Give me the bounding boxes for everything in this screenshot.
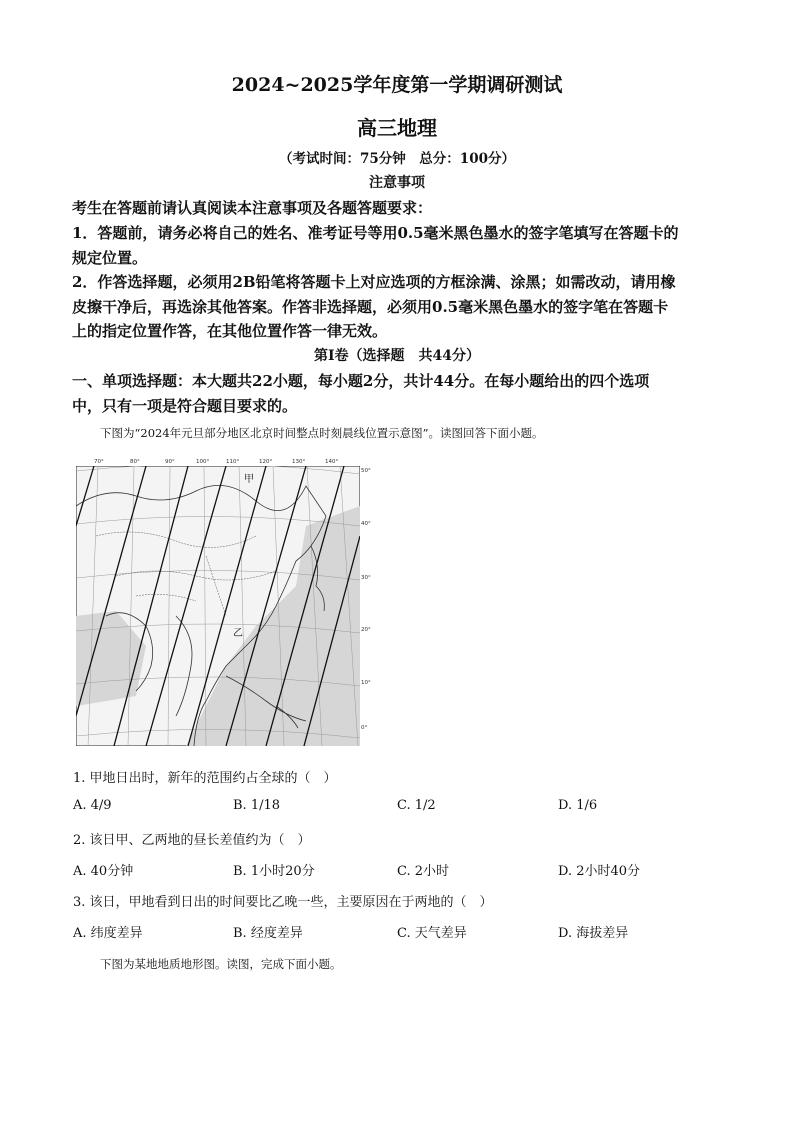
lon-label-100: 100° <box>196 459 210 465</box>
lon-label-80: 80° <box>130 459 140 465</box>
dawn-line-map <box>76 466 360 746</box>
question-2-stem: 2. 该日甲、乙两地的昼长差值约为（ ） <box>73 833 311 848</box>
q2-option-d: D. 2小时40分 <box>558 864 641 879</box>
instruction-2-line-1: 2．作答选择题，必须用2B铅笔将答题卡上对应选项的方框涂满、涂黑；如需改动，请用橡 <box>72 273 676 291</box>
instruction-2-line-3: 上的指定位置作答，在其他位置作答一律无效。 <box>72 322 388 340</box>
figure-2-caption: 下图为某地地质地形图。读图，完成下面小题。 <box>100 957 342 971</box>
q3-option-b: B. 经度差异 <box>233 926 303 941</box>
q2-option-b: B. 1小时20分 <box>233 864 315 879</box>
instruction-2-line-2: 皮擦干净后，再选涂其他答案。作答非选择题，必须用0.5毫米黑色墨水的签字笔在答题卡 <box>72 298 669 316</box>
exam-time-info: （考试时间：75分钟 总分：100分） <box>279 151 515 167</box>
lon-label-110: 110° <box>226 459 240 465</box>
section-1-desc-line-1: 一、单项选择题：本大题共22小题，每小题2分，共计44分。在每小题给出的四个选项 <box>72 372 650 390</box>
label-jia: 甲 <box>244 474 254 485</box>
lon-label-90: 90° <box>165 459 175 465</box>
exam-title: 2024~2025学年度第一学期调研测试 <box>231 74 563 96</box>
section-1-desc-line-2: 中，只有一项是符合题目要求的。 <box>72 397 298 415</box>
section-1-heading: 第Ⅰ卷（选择题 共44分） <box>313 348 481 364</box>
q2-option-c: C. 2小时 <box>397 864 450 879</box>
q3-option-d: D. 海拔差异 <box>558 926 629 941</box>
lat-label-10: 10° <box>361 680 371 686</box>
lon-label-120: 120° <box>259 459 273 465</box>
q3-option-c: C. 天气差异 <box>397 926 467 941</box>
instruction-1-line-2: 规定位置。 <box>72 249 148 267</box>
notice-heading: 注意事项 <box>369 175 425 191</box>
question-3-stem: 3. 该日，甲地看到日出的时间要比乙晚一些，主要原因在于两地的（ ） <box>73 895 493 910</box>
lat-label-30: 30° <box>361 575 371 581</box>
lon-label-130: 130° <box>292 459 306 465</box>
instructions-intro: 考生在答题前请认真阅读本注意事项及各题答题要求： <box>72 199 433 217</box>
lat-label-40: 40° <box>361 521 371 527</box>
label-yi: 乙 <box>233 628 243 639</box>
lon-label-140: 140° <box>325 459 339 465</box>
q1-option-a: A. 4/9 <box>73 798 112 813</box>
q1-option-b: B. 1/18 <box>233 798 281 813</box>
q1-option-d: D. 1/6 <box>558 798 598 813</box>
instruction-1-line-1: 1．答题前，请务必将自己的姓名、准考证号等用0.5毫米黑色墨水的签字笔填写在答题卡的 <box>72 224 679 242</box>
lon-label-70: 70° <box>94 459 104 465</box>
subject-title: 高三地理 <box>357 116 437 140</box>
q2-option-a: A. 40分钟 <box>73 864 134 879</box>
figure-1-caption: 下图为“2024年元旦部分地区北京时间整点时刻晨线位置示意图”。读图回答下面小题。 <box>100 426 544 440</box>
question-1-stem: 1. 甲地日出时，新年的范围约占全球的（ ） <box>73 771 337 786</box>
q1-option-c: C. 1/2 <box>397 798 436 813</box>
lat-label-20: 20° <box>361 627 371 633</box>
lat-label-50: 50° <box>361 468 371 474</box>
lat-label-0: 0° <box>361 725 368 731</box>
q3-option-a: A. 纬度差异 <box>73 926 143 941</box>
